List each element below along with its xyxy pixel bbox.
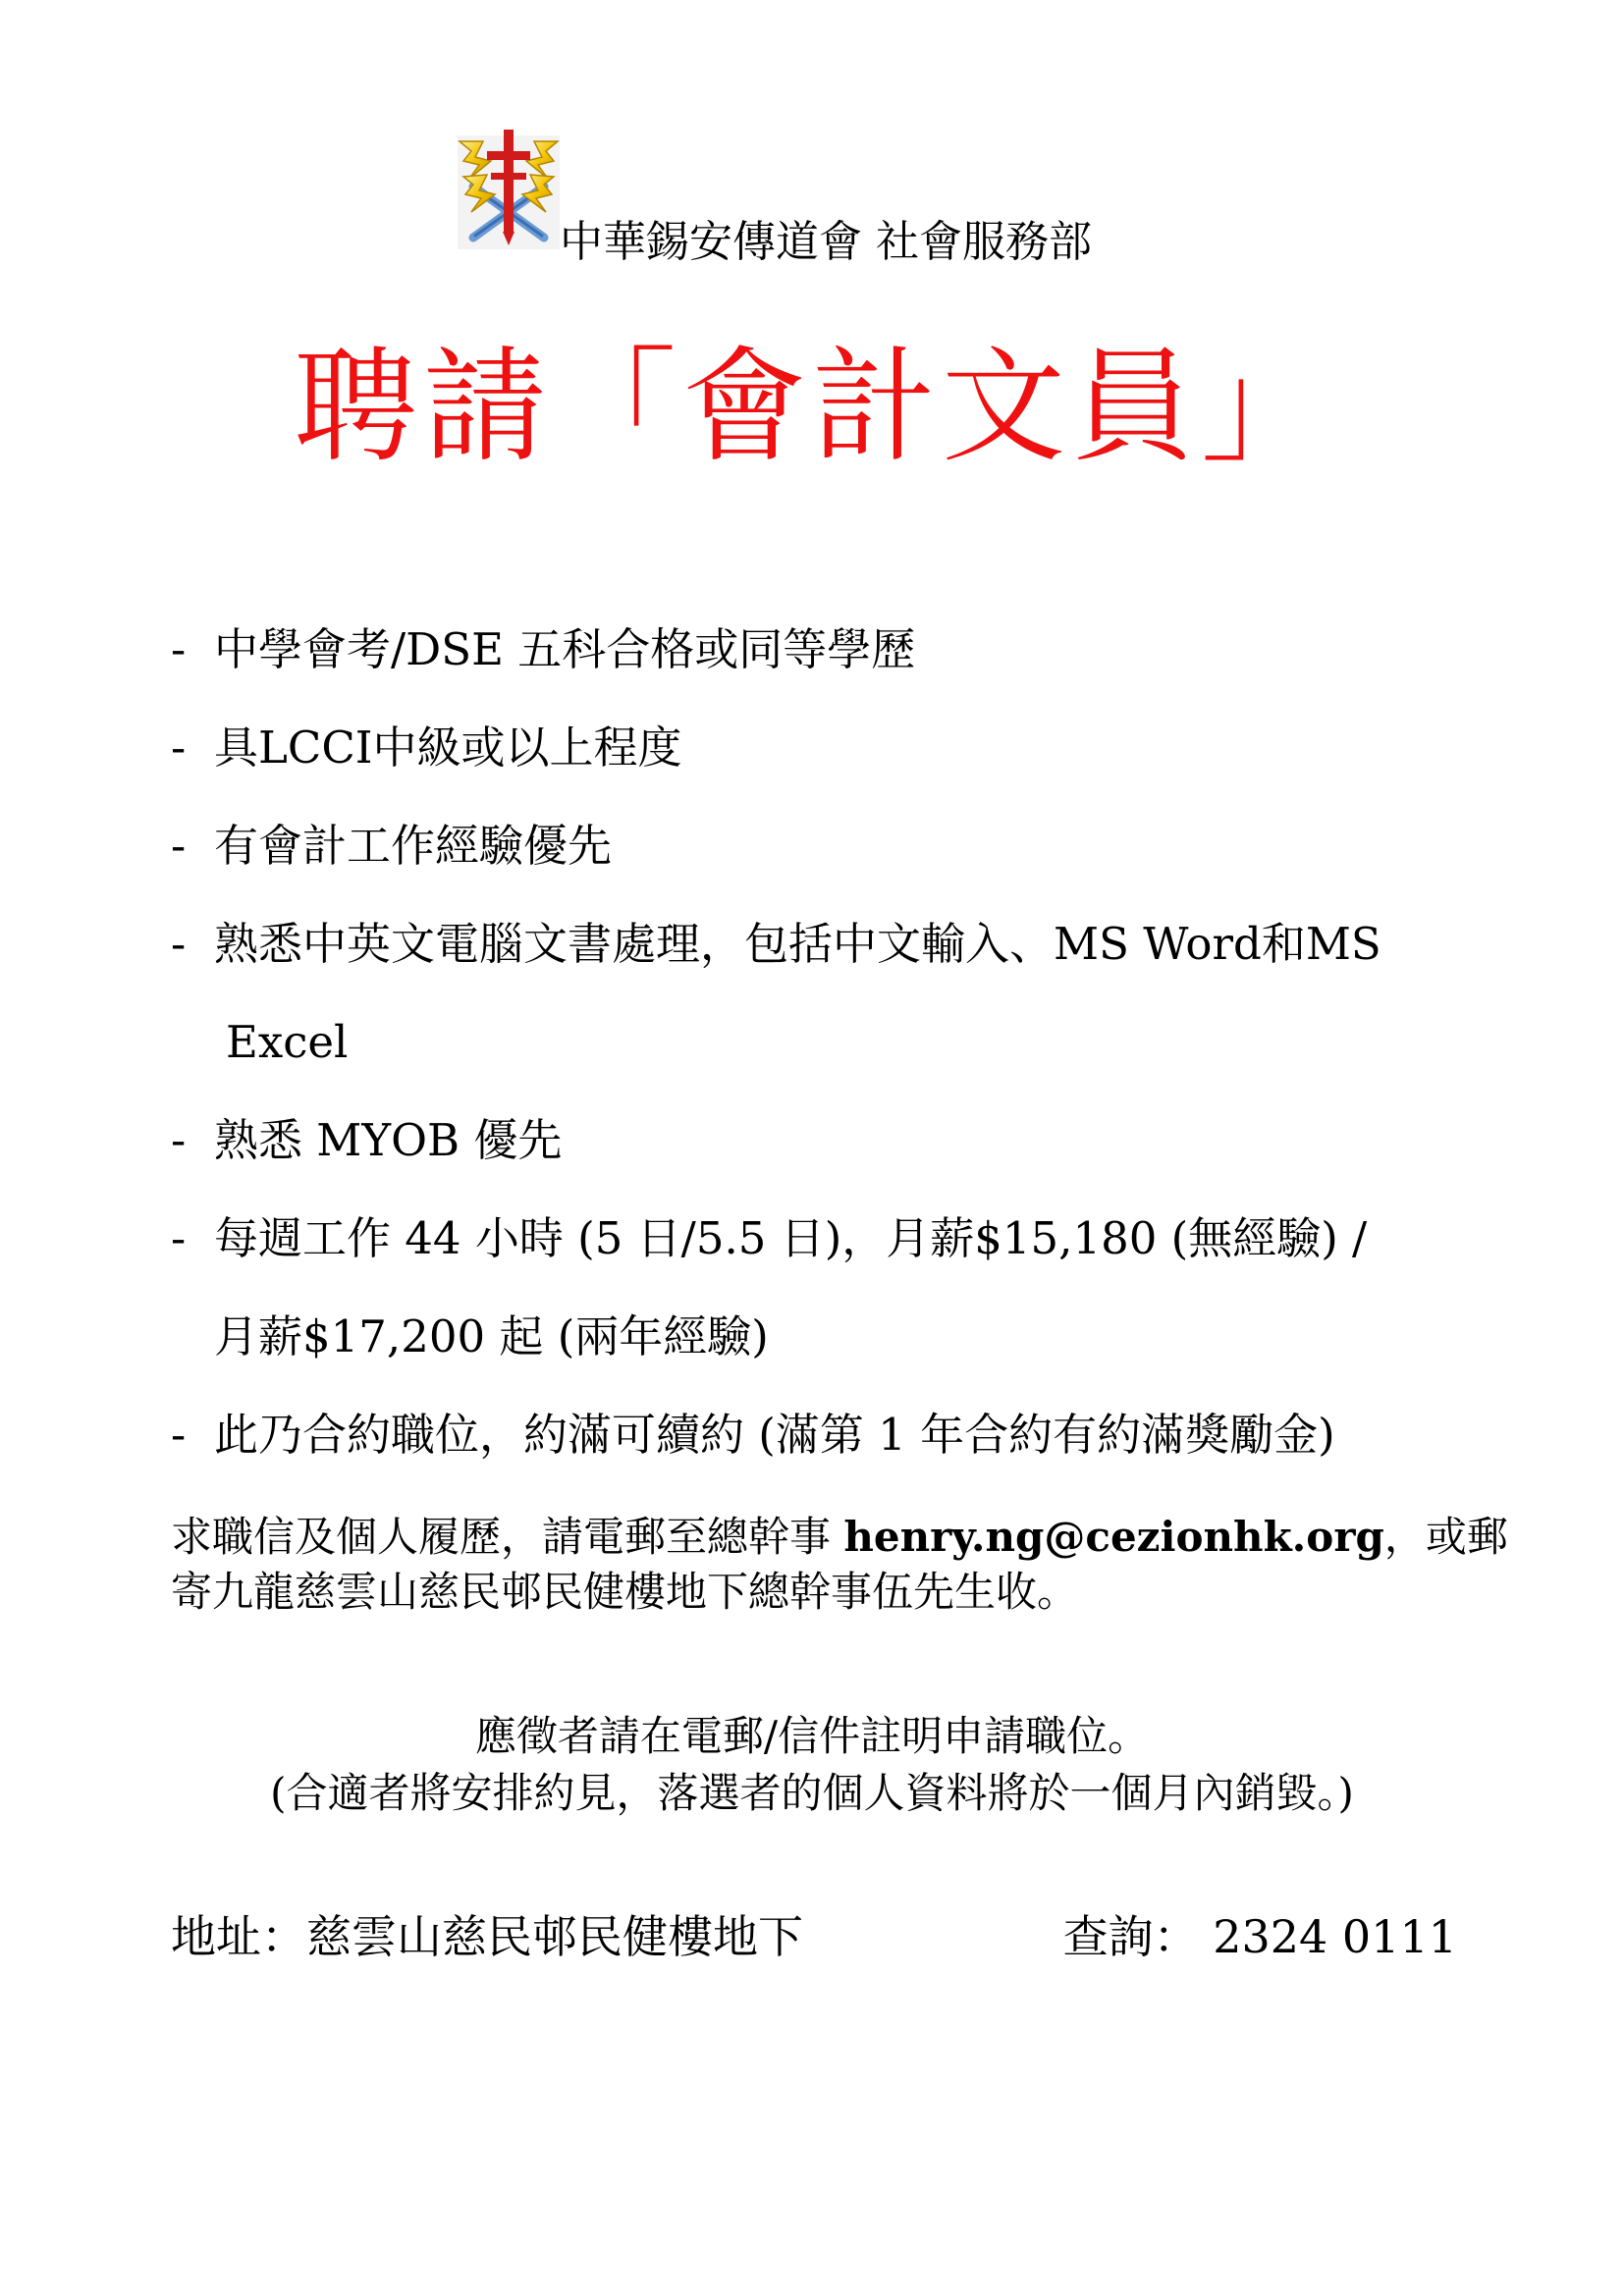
bullet-dash: - (171, 918, 187, 970)
requirement-text: 中學會考/DSE 五科合格或同等學歷 (214, 623, 916, 675)
page-title: 聘請「會計文員」 (294, 335, 1330, 479)
organization-name: 中華錫安傳道會 社會服務部 (560, 217, 1092, 267)
requirement-item (171, 797, 1487, 895)
bullet-dash: - (171, 1212, 187, 1264)
bullet-dash: - (171, 1409, 187, 1461)
requirement-item (171, 895, 1487, 1092)
requirement-continuation: 月薪$17,200 起 (兩年經驗) (214, 1310, 769, 1362)
requirement-text: 有會計工作經驗優先 (214, 820, 613, 872)
application-note (0, 1708, 1624, 1822)
requirements-list (171, 601, 1487, 1484)
enquiry-phone: 查詢： 2324 0111 (1062, 1910, 1457, 1963)
bullet-dash: - (171, 721, 187, 774)
contact-email: henry.ng@cezionhk.org (843, 1513, 1384, 1561)
requirement-continuation: Excel (226, 1016, 349, 1068)
requirement-item (171, 699, 1487, 797)
requirement-text: 每週工作 44 小時 (5 日/5.5 日)，月薪$15,180 (無經驗) / (214, 1212, 1368, 1264)
application-line-1 (171, 1510, 1508, 1565)
application-instructions (171, 1510, 1508, 1620)
requirement-item (171, 1092, 1487, 1190)
bullet-dash: - (171, 820, 187, 872)
note-line-1: 應徵者請在電郵/信件註明申請職位。 (474, 1712, 1150, 1760)
application-prefix: 求職信及個人履歷，請電郵至總幹事 (171, 1513, 844, 1561)
note-line-2: (合適者將安排約見，落選者的個人資料將於一個月內銷毀。) (270, 1769, 1354, 1817)
application-line-2: 寄九龍慈雲山慈民邨民健樓地下總幹事伍先生收。 (171, 1568, 1079, 1616)
requirement-item (171, 1190, 1487, 1386)
requirement-text: 此乃合約職位，約滿可續約 (滿第 1 年合約有約滿獎勵金) (214, 1409, 1335, 1461)
requirement-text: 具LCCI中級或以上程度 (214, 721, 682, 774)
requirement-item (171, 601, 1487, 699)
bullet-dash: - (171, 1114, 187, 1166)
header (450, 128, 1196, 275)
application-suffix: ，或郵 (1383, 1513, 1508, 1561)
requirement-item (171, 1386, 1487, 1484)
requirement-text: 熟悉 MYOB 優先 (214, 1114, 563, 1166)
bullet-dash: - (171, 623, 187, 675)
organization-logo-icon (450, 128, 568, 255)
requirement-text: 熟悉中英文電腦文書處理，包括中文輸入、MS Word和MS (214, 918, 1381, 970)
address: 地址：慈雲山慈民邨民健樓地下 (171, 1910, 803, 1963)
